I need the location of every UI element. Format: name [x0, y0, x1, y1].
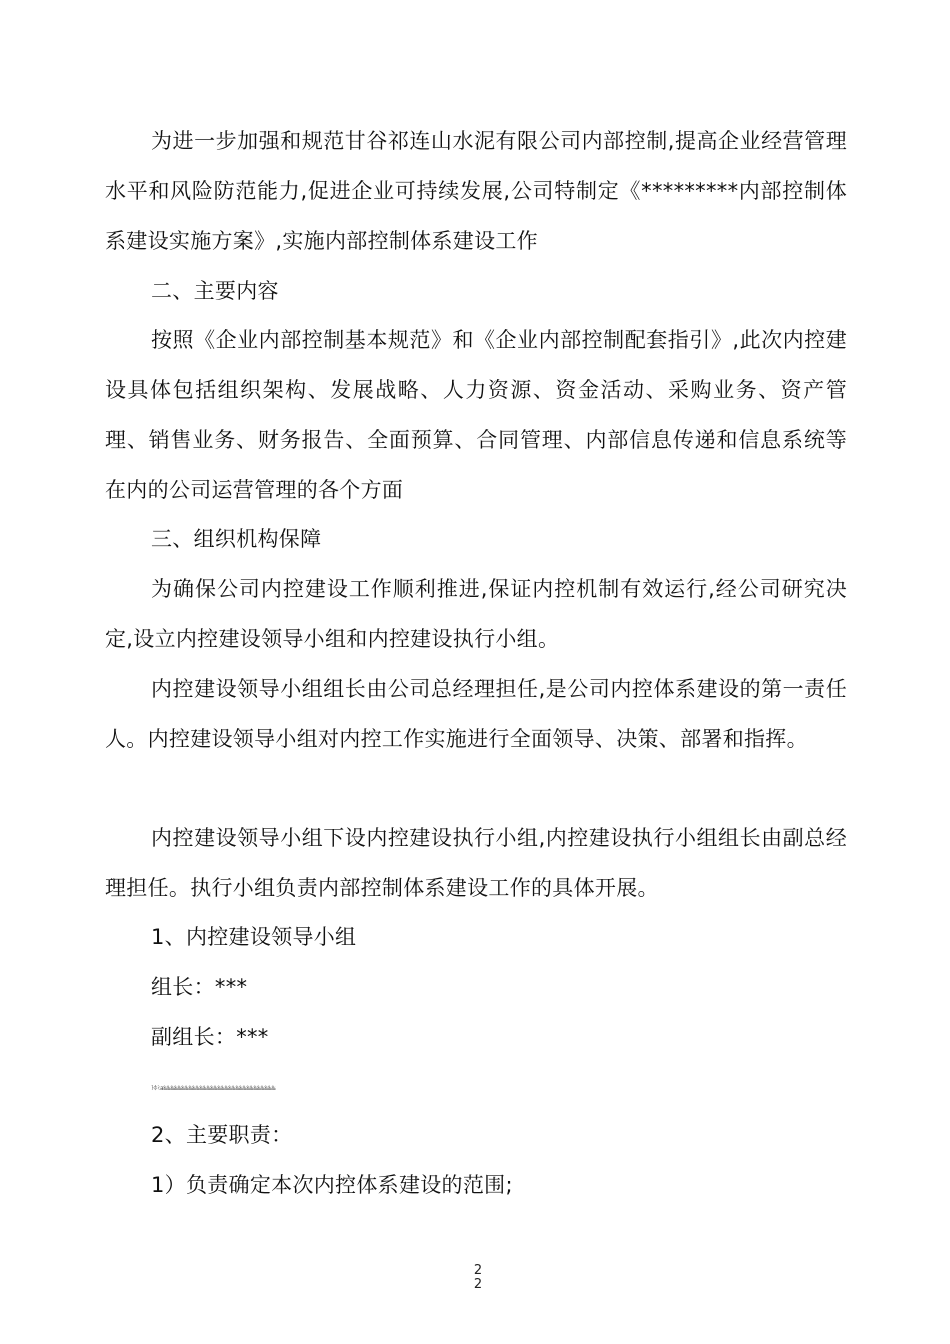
page-number [468, 1264, 488, 1292]
garbled-text-line: ﾄﾎﾐa‱‱‱‱‱‱‱‱‱‱‱‱‱‱‱‱‱‱‱‱‱‱‱‱‱‱‱‱‱‱‱ [151, 1085, 276, 1092]
duty-1-line: 1）负责确定本次内控体系建设的范围; [151, 1173, 513, 1197]
org-intro-paragraph: 为确保公司内控建设工作顺利推进,保证内控机制有效运行,经公司研究决定,设立内控建设领导小组和内控建设执行小组。 [105, 577, 847, 651]
page-number-bottom: 2 [473, 1277, 483, 1292]
main-content-paragraph: 按照《企业内部控制基本规范》和《企业内部控制配套指引》,此次内控建设具体包括组织架构、发展战略、人力资源、资金活动、采购业务、资产管理、销售业务、财务报告、全面预算、合同管理、内部信息传递和信息系统等在内的公司运营管理的各个方面 [105, 328, 847, 502]
heading-main-content: 二、主要内容 [151, 279, 279, 303]
leader-group-paragraph: 内控建设领导小组组长由公司总经理担任,是公司内控体系建设的第一责任人。内控建设领导小组对内控工作实施进行全面领导、决策、部署和指挥。 [105, 677, 847, 751]
leader-line: 组长：*** [151, 975, 248, 999]
page-number-top: 2 [473, 1263, 483, 1278]
item-1-heading: 1、内控建设领导小组 [151, 925, 357, 949]
heading-org-structure: 三、组织机构保障 [151, 527, 322, 551]
deputy-leader-line: 副组长：*** [151, 1025, 269, 1049]
exec-group-paragraph: 内控建设领导小组下设内控建设执行小组,内控建设执行小组组长由副总经理担任。执行小组负责内部控制体系建设工作的具体开展。 [105, 826, 847, 900]
item-2-heading: 2、主要职责： [151, 1123, 293, 1147]
intro-paragraph: 为进一步加强和规范甘谷祁连山水泥有限公司内部控制,提高企业经营管理水平和风险防范能力,促进企业可持续发展,公司特制定《*********内部控制体系建设实施方案》,实施内部控制体系建设工作 [105, 129, 847, 253]
